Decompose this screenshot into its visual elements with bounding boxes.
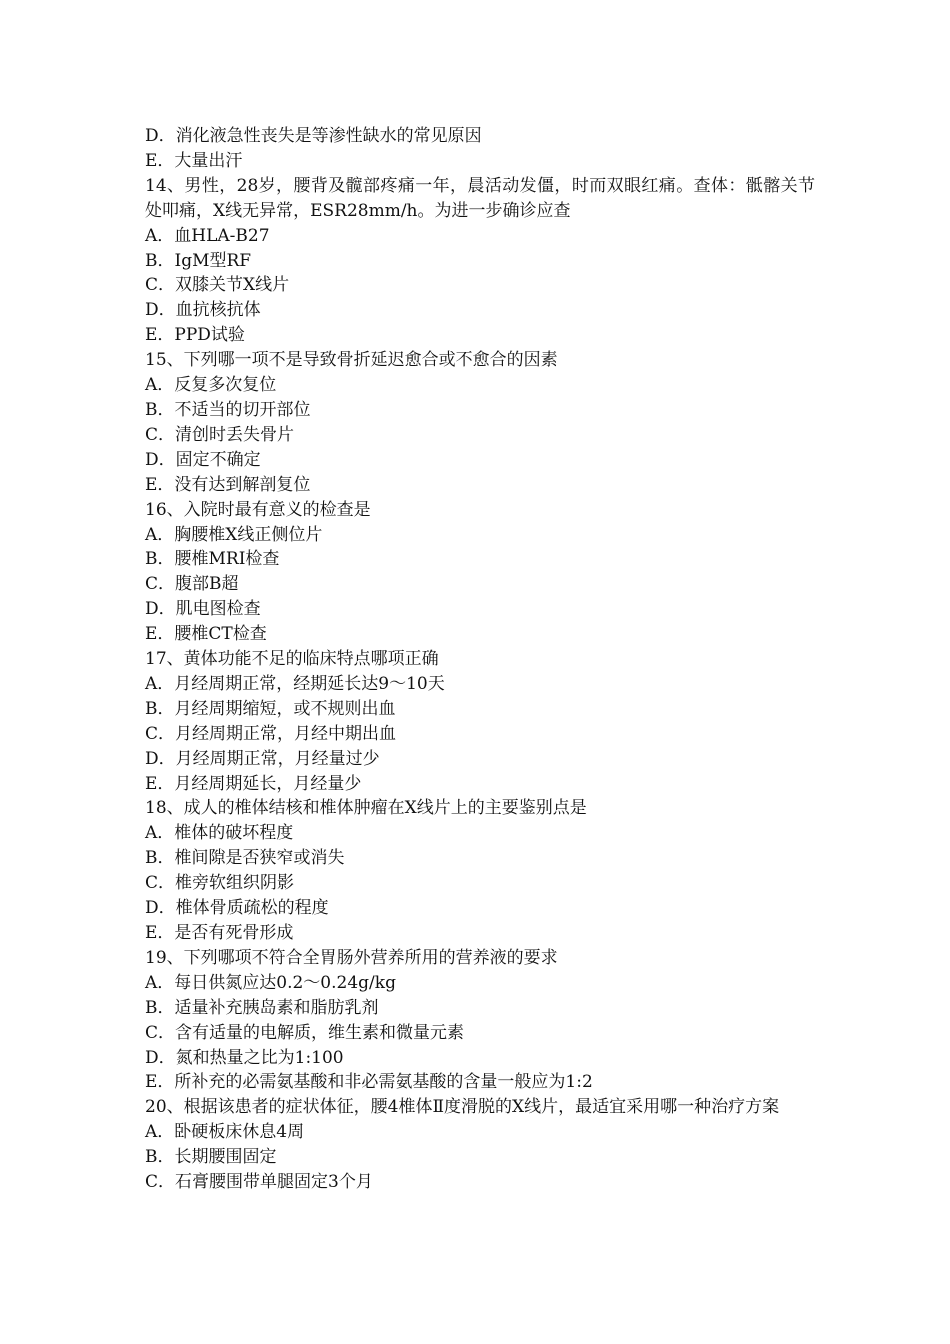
question-15: 15、下列哪一项不是导致骨折延迟愈合或不愈合的因素 [145, 350, 558, 371]
option-18-b: B．椎间隙是否狭窄或消失 [145, 848, 345, 869]
option-19-e: E．所补充的必需氨基酸和非必需氨基酸的含量一般应为1:2 [145, 1072, 593, 1093]
option-16-e: E．腰椎CT检查 [145, 624, 267, 645]
question-14: 14、男性，28岁，腰背及髋部疼痛一年，晨活动发僵，时而双眼红痛。查体：骶髂关节处叩痛，X线无异常，ESR28mm/h。为进一步确诊应查 [145, 175, 815, 221]
option-14-d: D．血抗核抗体 [145, 300, 261, 321]
option-14-b: B．IgM型RF [145, 250, 252, 271]
option-16-b: B．腰椎MRI检查 [145, 549, 280, 570]
option-13-d: D．消化液急性丧失是等渗性缺水的常见原因 [145, 126, 482, 146]
option-17-c: C．月经周期正常，月经中期出血 [145, 723, 397, 744]
option-18-d: D．椎体骨质疏松的程度 [145, 898, 329, 919]
question-19: 19、下列哪项不符合全胃肠外营养所用的营养液的要求 [145, 947, 558, 968]
option-19-b: B．适量补充胰岛素和脂肪乳剂 [145, 997, 379, 1018]
question-20: 20、根据该患者的症状体征，腰4椎体Ⅱ度滑脱的X线片，最适宜采用哪一种治疗方案 [145, 1097, 780, 1118]
option-15-d: D．固定不确定 [145, 449, 261, 470]
option-15-a: A．反复多次复位 [145, 375, 277, 396]
option-15-e: E．没有达到解剖复位 [145, 474, 311, 495]
option-20-a: A．卧硬板床休息4周 [145, 1122, 305, 1143]
option-16-c: C．腹部B超 [145, 574, 239, 595]
option-18-c: C．椎旁软组织阴影 [145, 873, 295, 894]
question-16: 16、入院时最有意义的检查是 [145, 499, 371, 520]
option-17-a: A．月经周期正常，经期延长达9～10天 [145, 673, 445, 694]
option-19-a: A．每日供氮应达0.2～0.24g/kg [145, 972, 396, 993]
question-18: 18、成人的椎体结核和椎体肿瘤在X线片上的主要鉴别点是 [145, 798, 587, 819]
option-19-d: D．氮和热量之比为1:100 [145, 1047, 344, 1068]
option-17-b: B．月经周期缩短，或不规则出血 [145, 698, 396, 719]
option-14-c: C．双膝关节X线片 [145, 275, 290, 296]
option-15-b: B．不适当的切开部位 [145, 399, 311, 420]
option-20-c: C．石膏腰围带单腿固定3个月 [145, 1172, 373, 1193]
option-18-a: A．椎体的破坏程度 [145, 823, 294, 844]
option-14-e: E．PPD试验 [145, 325, 245, 346]
option-16-a: A．胸腰椎X线正侧位片 [145, 524, 323, 545]
document-body [145, 124, 815, 1195]
option-17-d: D．月经周期正常，月经量过少 [145, 748, 380, 769]
option-19-c: C．含有适量的电解质，维生素和微量元素 [145, 1022, 465, 1043]
option-14-a: A．血HLA-B27 [145, 225, 270, 246]
option-16-d: D．肌电图检查 [145, 599, 261, 620]
option-13-e: E．大量出汗 [145, 150, 243, 171]
option-17-e: E．月经周期延长，月经量少 [145, 773, 362, 794]
option-20-b: B．长期腰围固定 [145, 1147, 277, 1168]
question-17: 17、黄体功能不足的临床特点哪项正确 [145, 649, 439, 670]
option-18-e: E．是否有死骨形成 [145, 923, 294, 943]
option-15-c: C．清创时丢失骨片 [145, 424, 295, 445]
